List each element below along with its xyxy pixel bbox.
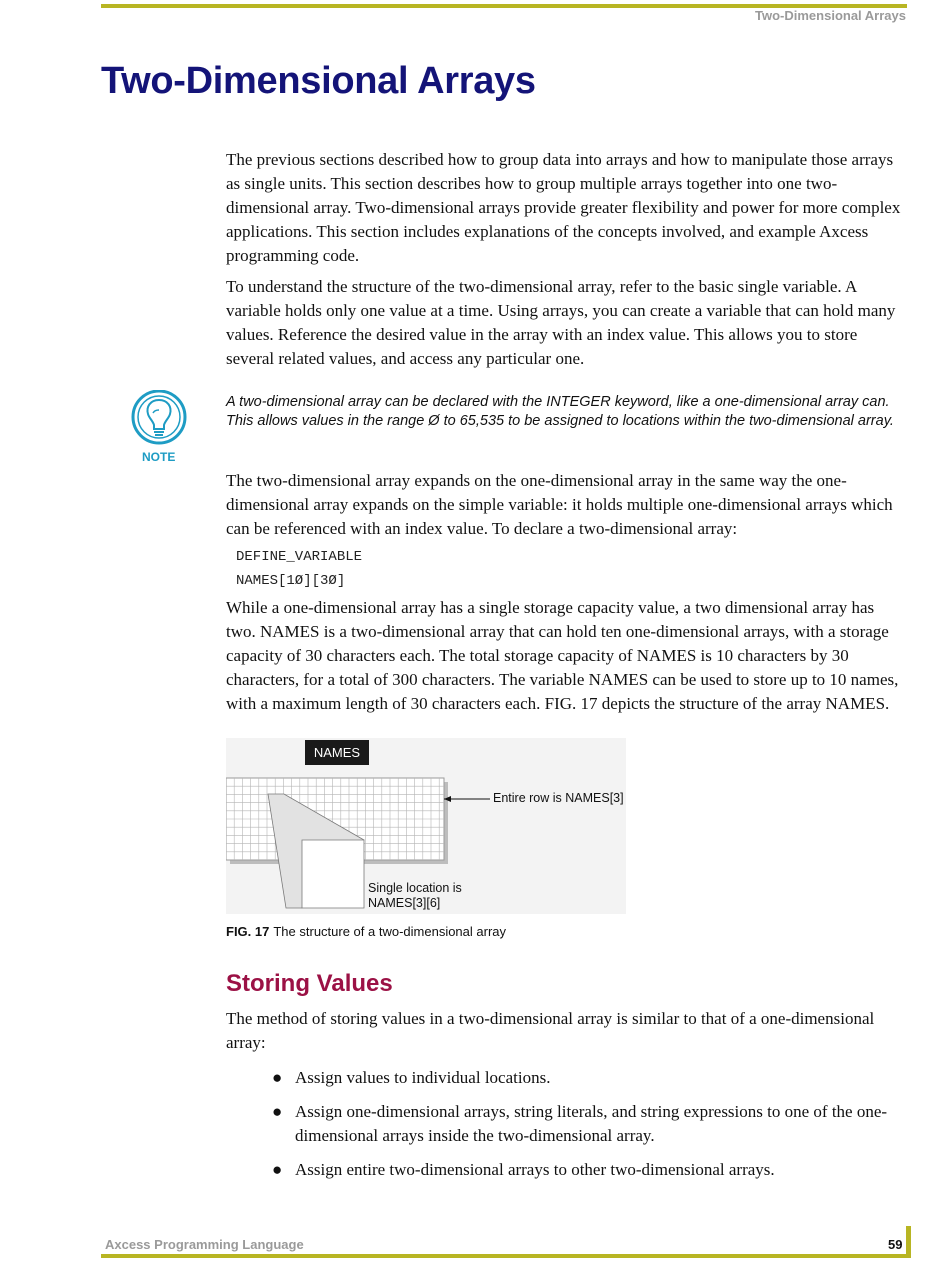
note-label: NOTE <box>142 450 176 464</box>
page-number: 59 <box>888 1237 903 1252</box>
cell-label-line1: Single location is <box>368 881 462 895</box>
intro-paragraph-1 <box>226 148 906 268</box>
cell-label-line2: NAMES[3][6] <box>368 896 441 910</box>
list-item <box>226 1158 906 1182</box>
footer-title: Axcess Programming Language <box>105 1237 304 1252</box>
note-text: A two-dimensional array can be declared with the INTEGER keyword, like a one-dimensional array can. This allows values in the range Ø to 65,535 to be assigned to locations within the two-dimensional array. <box>226 394 894 429</box>
intro-paragraph-2 <box>226 275 906 371</box>
paragraph-text: The method of storing values in a two-dimensional array is similar to that of a one-dimensional array: <box>226 1009 875 1052</box>
storing-intro <box>226 1007 906 1055</box>
list-item-text: Assign values to individual locations. <box>295 1068 551 1087</box>
row-label: Entire row is NAMES[3] <box>493 791 624 805</box>
names-array-figure <box>226 738 626 914</box>
page-title: Two-Dimensional Arrays <box>101 60 536 102</box>
paragraph-text: The previous sections described how to group data into arrays and how to manipulate those arrays as single units. This section describes how to group multiple arrays together into one two-dimensional array. Two-dimensional arrays provide greater flexibility and power for more complex applications. This section includes explanations of the concepts involved, and example Axcess programming code. <box>226 150 901 265</box>
names-label: NAMES <box>313 745 361 760</box>
figure-number: FIG. 17 <box>226 924 270 939</box>
running-head: Two-Dimensional Arrays <box>755 8 906 23</box>
list-item-text: Assign one-dimensional arrays, string literals, and string expressions to one of the one-dimensional arrays inside the two-dimensional array. <box>295 1102 888 1145</box>
bullet-icon: ● <box>272 1160 283 1179</box>
paragraph-text: To understand the structure of the two-dimensional array, refer to the basic single variable. A variable holds only one value at a time. Using arrays, you can create a variable that can hold many values. Reference the desired value in the array with an index value. This allows you to store several related values, and access any particular one. <box>226 277 896 368</box>
paragraph-text: The two-dimensional array expands on the one-dimensional array in the same way the one-dimensional array expands on the simple variable: it holds multiple one-dimensional arrays which can be referenced with an index value. To declare a two-dimensional array: <box>226 471 893 538</box>
list-item <box>226 1066 906 1090</box>
figure-caption <box>226 924 506 939</box>
bullet-icon: ● <box>272 1102 283 1121</box>
list-item-text: Assign entire two-dimensional arrays to other two-dimensional arrays. <box>295 1160 775 1179</box>
paragraph-text: While a one-dimensional array has a single storage capacity value, a two dimensional array has two. NAMES is a two-dimensional array that can hold ten one-dimensional arrays, with a storage capacity of 30 characters each. The total storage capacity of NAMES is 10 characters by 30 characters, for a total of 300 characters. The variable NAMES can be used to store up to 10 names, with a maximum length of 30 characters each. FIG. 17 depicts the structure of the array NAMES. <box>226 598 899 713</box>
code-line-define-variable: DEFINE_VARIABLE <box>236 549 363 565</box>
section-heading: Storing Values <box>226 970 393 997</box>
declare-paragraph <box>226 469 906 541</box>
storing-methods-list <box>226 1066 906 1192</box>
capacity-paragraph <box>226 596 906 716</box>
list-item <box>226 1100 906 1148</box>
code-line-names-declaration: NAMES[1Ø][3Ø] <box>236 573 346 589</box>
figure-caption-text: The structure of a two-dimensional array <box>273 924 507 939</box>
bullet-icon: ● <box>272 1068 283 1087</box>
footer-rule <box>101 1254 911 1258</box>
